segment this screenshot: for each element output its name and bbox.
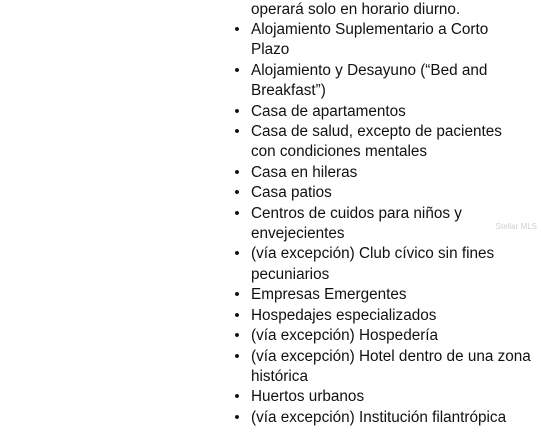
list-item [0, 163, 541, 183]
list-item-text: con condiciones mentales [251, 143, 428, 161]
list-item-text: Alojamiento y Desayuno (“Bed and [251, 61, 488, 79]
list-item [0, 306, 541, 326]
bullet-icon: • [234, 306, 240, 324]
bullet-icon: • [234, 286, 240, 304]
list-item-text: (vía excepción) Hotel dentro de una zona [251, 347, 531, 365]
list-item [0, 183, 541, 203]
list-item-text: Plazo [251, 41, 290, 59]
list-item [0, 122, 541, 163]
bullet-icon: • [234, 408, 240, 426]
list-item-text: Casa patios [251, 184, 332, 202]
continued-line: operará solo en horario diurno. [251, 1, 461, 18]
list-item-text: Casa de apartamentos [251, 102, 406, 120]
list-item [0, 285, 541, 305]
list-item [0, 387, 541, 407]
bullet-icon: • [234, 123, 240, 141]
list-item-text: Hospedajes especializados [251, 306, 437, 324]
list-item-text: Casa de salud, excepto de pacientes [251, 123, 502, 141]
list-item-text: Centros de cuidos para niños y [251, 204, 462, 222]
list-item [0, 61, 541, 102]
list-item [0, 102, 541, 122]
permitted-uses-list [0, 20, 541, 428]
list-item [0, 408, 541, 428]
bullet-icon: • [234, 184, 240, 202]
list-item [0, 20, 541, 61]
list-item-text: Empresas Emergentes [251, 286, 407, 304]
list-item-text: (vía excepción) Club cívico sin fines [251, 245, 495, 263]
bullet-icon: • [234, 61, 240, 79]
bullet-icon: • [234, 388, 240, 406]
list-item-text: Alojamiento Suplementario a Corto [251, 21, 489, 38]
list-item-text: (vía excepción) Institución filantrópica [251, 408, 507, 426]
list-item [0, 244, 541, 285]
bullet-icon: • [234, 204, 240, 222]
bullet-icon: • [234, 21, 240, 38]
list-item [0, 347, 541, 388]
bullet-icon: • [234, 347, 240, 365]
list-item-text: histórica [251, 367, 308, 385]
list-item [0, 326, 541, 346]
list-item-text: (vía excepción) Hospedería [251, 327, 439, 345]
list-item-text: pecuniarios [251, 265, 330, 283]
list-item-text: Casa en hileras [251, 163, 358, 181]
bullet-icon: • [234, 102, 240, 120]
bullet-icon: • [234, 327, 240, 345]
list-item-text: Breakfast”) [251, 82, 326, 100]
list-item-text: Huertos urbanos [251, 388, 365, 406]
continued-text [251, 0, 536, 20]
list-item [0, 204, 541, 245]
watermark: Stellar MLS [495, 222, 537, 231]
bullet-icon: • [234, 245, 240, 263]
list-item-text: envejecientes [251, 225, 345, 243]
bullet-icon: • [234, 163, 240, 181]
